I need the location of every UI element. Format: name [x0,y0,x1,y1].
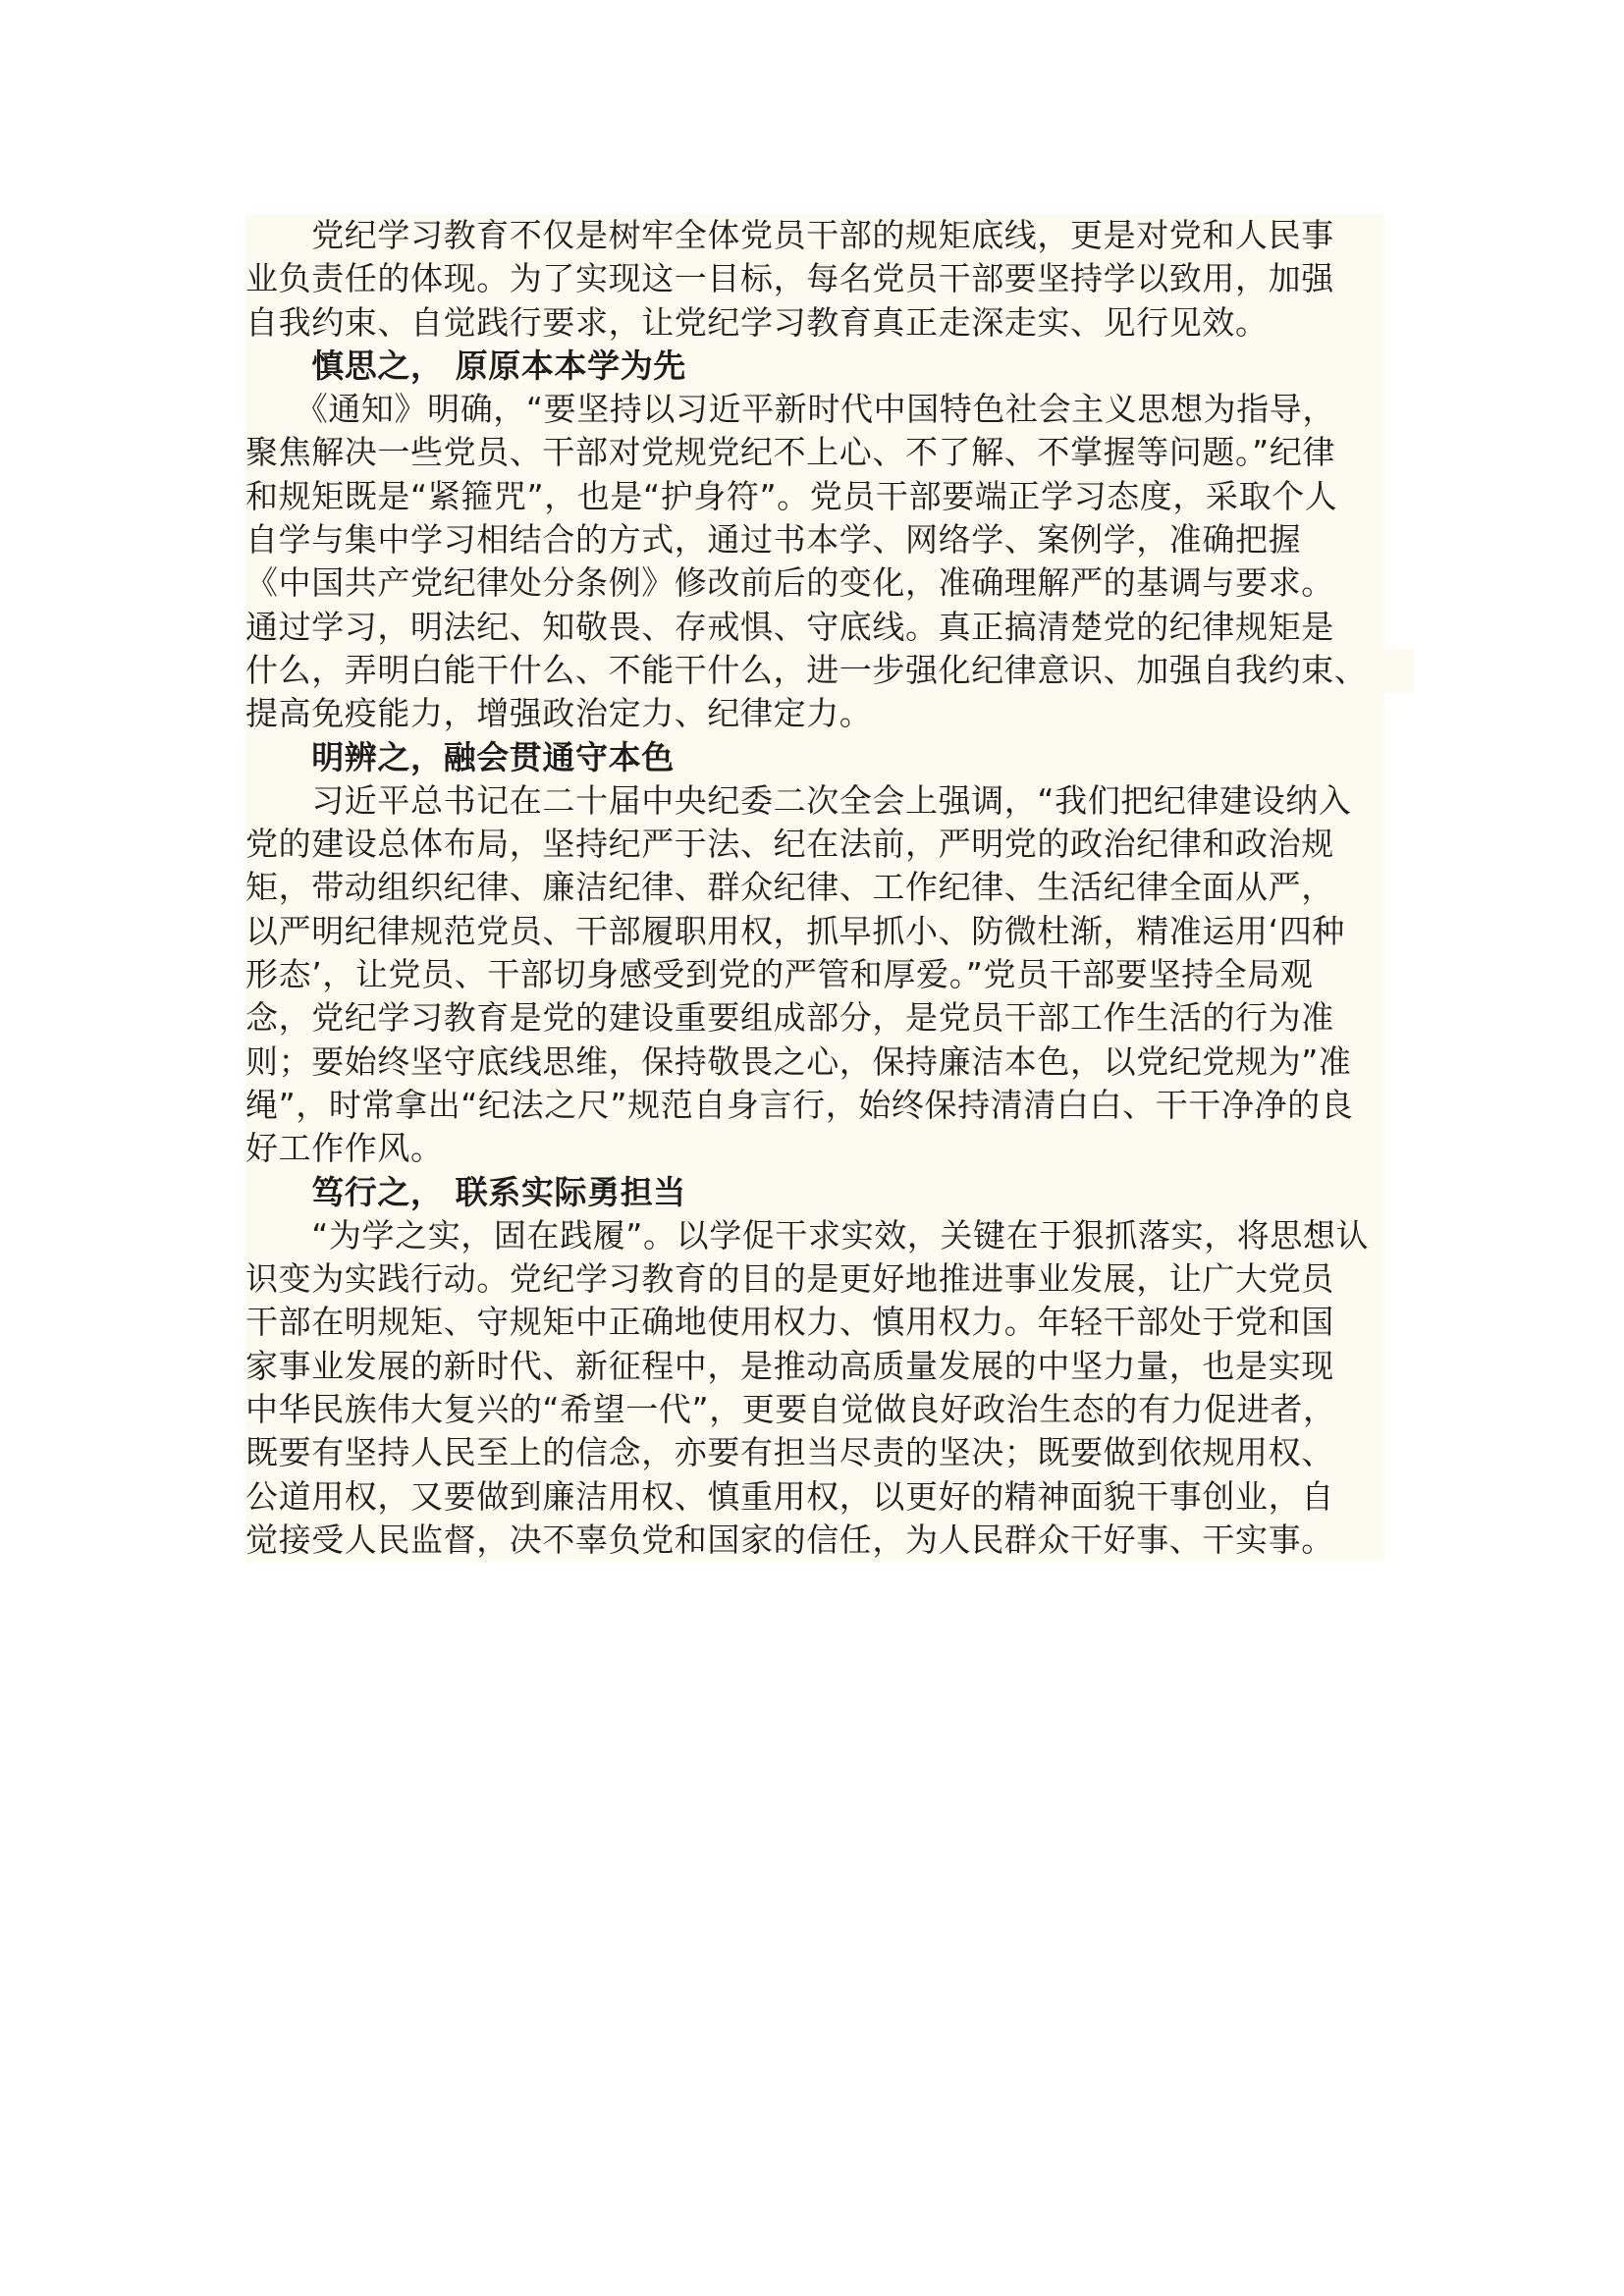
paragraph-line: 既要有坚持人民至上的信念，亦要有担当尽责的坚决；既要做到依规用权、 [245,1431,1384,1474]
paragraph-line: 念，党纪学习教育是党的建设重要组成部分，是党员干部工作生活的行为准 [245,996,1384,1040]
paragraph-line: 《中国共产党纪律处分条例》修改前后的变化，准确理解严的基调与要求。 [245,561,1384,605]
paragraph-line: 和规矩既是“紧箍咒”，也是“护身符”。党员干部要端正学习态度，采取个人 [245,475,1384,518]
paragraph-line: “为学之实，固在践履”。以学促干求实效，关键在于狠抓落实，将思想认 [245,1214,1384,1257]
paragraph-line: 干部在明规矩、守规矩中正确地使用权力、慎用权力。年轻干部处于党和国 [245,1301,1384,1344]
article-body [245,214,1384,1562]
paragraph-line: 则；要始终坚守底线思维，保持敬畏之心，保持廉洁本色，以党纪党规为”准 [245,1041,1384,1084]
paragraph-line: 中华民族伟大复兴的“希望一代”，更要自觉做良好政治生态的有力促进者， [245,1388,1384,1431]
paragraph-line: 矩，带动组织纪律、廉洁纪律、群众纪律、工作纪律、生活纪律全面从严， [245,866,1384,909]
paragraph-line: 绳”，时常拿出“纪法之尺”规范自身言行，始终保持清清白白、干干净净的良 [245,1084,1384,1127]
paragraph-line: 聚焦解决一些党员、干部对党规党纪不上心、不了解、不掌握等问题。”纪律 [245,431,1384,474]
paragraph-line: 好工作作风。 [245,1127,1384,1170]
paragraph-line: 党纪学习教育不仅是树牢全体党员干部的规矩底线，更是对党和人民事 [245,214,1384,257]
section-heading: 明辨之，融会贯通守本色 [245,736,1384,779]
paragraph-line: 公道用权，又要做到廉洁用权、慎重用权，以更好的精神面貌干事创业，自 [245,1475,1384,1519]
paragraph-line: 党的建设总体布局，坚持纪严于法、纪在法前，严明党的政治纪律和政治规 [245,823,1384,866]
section-heading: 慎思之， 原原本本学为先 [245,345,1384,388]
section-heading: 笃行之， 联系实际勇担当 [245,1171,1384,1214]
paragraph-line: 识变为实践行动。党纪学习教育的目的是更好地推进事业发展，让广大党员 [245,1257,1384,1301]
paragraph-line: 《通知》明确，“要坚持以习近平新时代中国特色社会主义思想为指导， [245,388,1384,431]
paragraph-line: 形态’，让党员、干部切身感受到党的严管和厚爱。”党员干部要坚持全局观 [245,953,1384,996]
paragraph-line: 以严明纪律规范党员、干部履职用权，抓早抓小、防微杜渐，精准运用‘四种 [245,910,1384,953]
paragraph-line: 什么，弄明白能干什么、不能干什么，进一步强化纪律意识、加强自我约束、 [245,649,1414,692]
paragraph-line: 提高免疫能力，增强政治定力、纪律定力。 [245,692,1384,735]
paragraph-line: 自学与集中学习相结合的方式，通过书本学、网络学、案例学，准确把握 [245,518,1384,561]
paragraph-line: 通过学习，明法纪、知敬畏、存戒惧、守底线。真正搞清楚党的纪律规矩是 [245,606,1384,649]
paragraph-line: 觉接受人民监督，决不辜负党和国家的信任，为人民群众干好事、干实事。 [245,1519,1384,1562]
paragraph-line: 业负责任的体现。为了实现这一目标，每名党员干部要坚持学以致用，加强 [245,257,1384,300]
paragraph-line: 家事业发展的新时代、新征程中，是推动高质量发展的中坚力量，也是实现 [245,1345,1384,1388]
paragraph-line: 习近平总书记在二十届中央纪委二次全会上强调，“我们把纪律建设纳入 [245,779,1384,823]
paragraph-line: 自我约束、自觉践行要求，让党纪学习教育真正走深走实、见行见效。 [245,301,1384,345]
